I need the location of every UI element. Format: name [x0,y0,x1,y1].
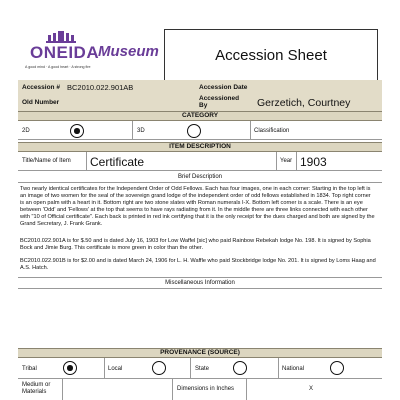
dimensions-height-field[interactable] [318,381,378,397]
accession-date-field[interactable] [252,81,378,93]
category-3d-label: 3D [137,128,145,134]
provenance-national-label: National [282,366,305,372]
divider [250,121,251,140]
logo-wordmark: ONEIDA [30,43,100,62]
title-label: Title/Name of Item [22,158,71,164]
misc-info-label: Miscellaneous Information [165,280,235,286]
divider [190,358,191,379]
dimensions-label: Dimensions in Inches [177,386,235,392]
old-number-field[interactable] [67,95,187,109]
classification-label: Classification [254,128,290,134]
provenance-national-radio[interactable] [330,361,344,375]
divider [132,121,133,140]
oneida-logo-icon [46,30,76,42]
category-3d-radio[interactable] [187,124,201,138]
category-heading: CATEGORY [18,111,382,121]
category-2d-radio[interactable] [70,124,84,138]
divider [276,152,277,171]
provenance-state-radio[interactable] [233,361,247,375]
divider [18,182,382,183]
provenance-local-radio[interactable] [152,361,166,375]
old-number-label: Old Number [22,99,60,106]
sheet-title [164,29,378,81]
provenance-tribal-radio[interactable] [63,361,77,375]
title-row [18,152,382,171]
divider [246,379,247,400]
medium-label: Medium or Materials [22,382,51,395]
misc-info-field[interactable] [18,290,382,346]
accession-date-label: Accession Date [199,84,248,91]
dimensions-separator: X [309,386,314,392]
provenance-state-label: State [195,366,210,372]
divider [296,152,297,171]
description-paragraph-2: BC2010.022.901A is for $.50 and is dated July 16, 1903 for Low Waffel [sic] who paid Rainbow Rebekah lodge No. 198. It is signed by Sophia Bock and Jimie Burg. This certificate is more green in color than the other. [20,238,371,251]
accessioned-by-label: Accessioned By [199,95,240,109]
item-description-heading: ITEM DESCRIPTION [18,142,382,152]
accession-number-label: Accession # [22,84,60,91]
provenance-heading: PROVENANCE (SOURCE) [18,348,382,358]
divider [172,379,173,400]
sheet-title-text: Accession Sheet [215,46,327,64]
divider [104,358,105,379]
divider [278,358,279,379]
description-paragraph-1: Two nearly identical certificates for the Independent Order of Odd Fellows. Each has four images, one in each corner: Starting in the top left is an image of two women for the seal of the sovereign grand lodge of the independent order of odd fellows established in 1834. Top right corner is an open palm with a heart in it. Bottom right are two stone slates with Roman numerals I-X. Bottom left corner is a scale. There is an eye between 'Odd' and 'Fellows' at the top that seems to have rays radiating from it. In the middle there are three links connected with each other with "10 of Official certificate". Each back is printed in red ink certifying that it is the only receipt for the dues charged and both are signed by the Grand Secretary, J. Frank Grank. [20,186,375,227]
year-field[interactable]: 1903 [300,155,327,169]
brief-description-label: Brief Description [177,174,222,180]
divider [18,288,382,289]
dimensions-width-field[interactable] [249,381,305,397]
museum-label: Museum [98,43,159,60]
accessioned-by-field[interactable]: Gerzetich, Courtney [257,97,351,109]
provenance-local-label: Local [108,366,123,372]
medium-field[interactable] [64,381,168,397]
year-label: Year [280,158,293,164]
category-2d-label: 2D [22,128,30,134]
logo-tagline: A good mind · A good heart · A strong fire [25,65,91,69]
divider [62,379,63,400]
divider [18,277,382,278]
description-paragraph-3: BC2010.022.901B is for $2.00 and is dated March 24, 1906 for L. H. Waffle who paid Stockbridge lodge No. 201. It is signed by Loms Haag and A.S. Hatch. [20,258,376,271]
divider [86,152,87,171]
accession-number-field[interactable]: BC2010.022.901AB [67,83,134,92]
title-field[interactable]: Certificate [90,155,145,169]
provenance-tribal-label: Tribal [22,366,37,372]
